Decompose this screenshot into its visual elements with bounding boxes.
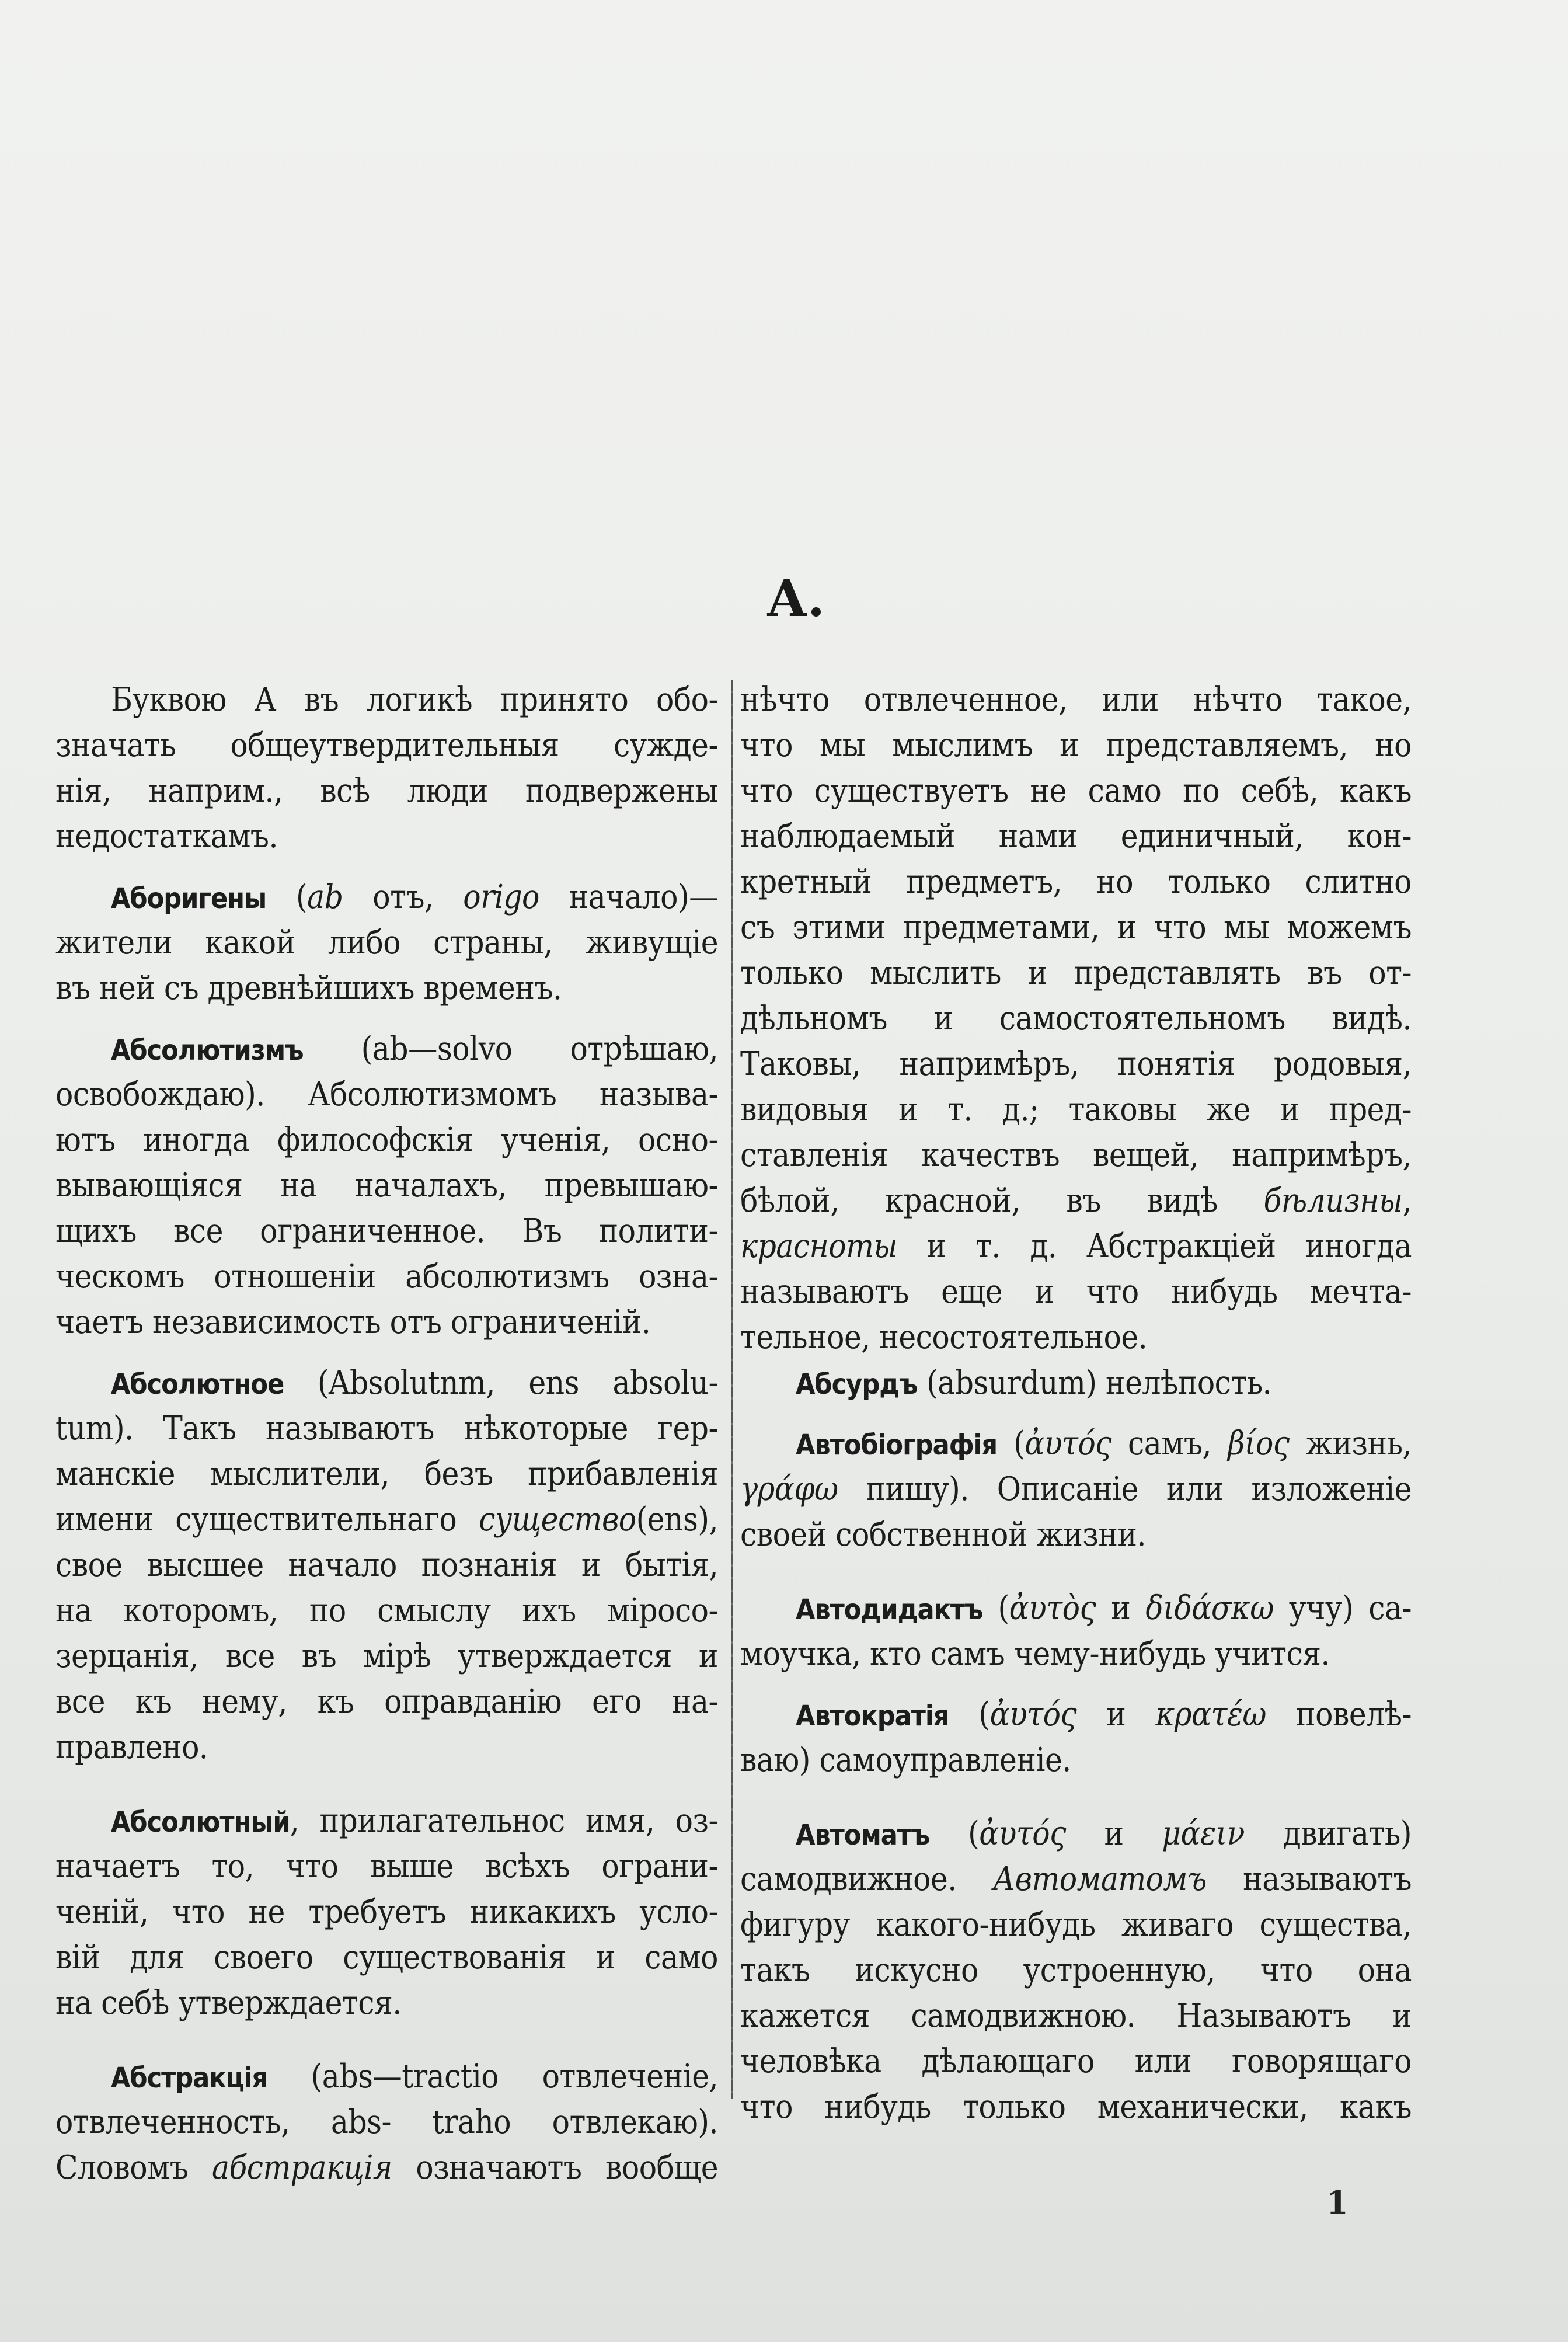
text-line: вій для своего существованія и само (55, 1939, 718, 1976)
text-line: недостаткамъ. (55, 817, 278, 855)
greek-word: κρατέω (1155, 1696, 1266, 1734)
text-run: имени существительнаго (55, 1501, 479, 1539)
italic-word: красноты (740, 1227, 897, 1265)
text-line: чаетъ независимость отъ ограниченій. (55, 1303, 651, 1341)
entry-abstraktsiya (55, 2054, 718, 2191)
text-line: своей собственной жизни. (740, 1516, 1146, 1554)
text-line: ченій, что не требуетъ никакихъ усло- (55, 1893, 718, 1931)
text-line: зерцанія, все въ мірѣ утверждается и (55, 1637, 718, 1675)
text-run: двигать) (1244, 1815, 1412, 1853)
text-line: видовыя и т. д.; таковы же и пред- (740, 1091, 1412, 1129)
column-divider (731, 680, 733, 2099)
text-run: (ens), (636, 1501, 718, 1539)
text-run: и (1096, 1589, 1146, 1627)
text-run: и (1076, 1696, 1156, 1734)
greek-word: ἀυτὸς (1009, 1589, 1096, 1627)
text-line: что существуетъ не само по себѣ, какъ (740, 772, 1412, 810)
text-line: свое высшее начало познанія и бытія, (55, 1546, 718, 1584)
text-run: начало)— (539, 878, 719, 916)
entry-absurd (740, 1360, 1412, 1406)
text-run: ( (266, 878, 308, 916)
text-line: на себѣ утверждается. (55, 1984, 402, 2022)
entry-term: Абстракція (111, 2062, 268, 2094)
text-line: освобождаю). Абсолютизмомъ называ- (55, 1076, 718, 1113)
text-line (740, 1857, 1412, 1902)
entry-avtobiografiya (740, 1421, 1412, 1558)
text-line (55, 2054, 718, 2100)
text-line: ютъ иногда философскія ученія, осно- (55, 1121, 718, 1159)
text-run: Словомъ (55, 2149, 212, 2187)
text-line: tum). Такъ называютъ нѣкоторые гер- (55, 1410, 718, 1447)
text-run: , (1402, 1182, 1412, 1220)
text-line (55, 1360, 718, 1406)
text-run: (absurdum) нелѣпость. (917, 1364, 1272, 1402)
text-run: отъ, (343, 878, 464, 916)
text-line (55, 2145, 718, 2191)
entry-avtomat (740, 1811, 1412, 2130)
text-line: только мыслить и представлять въ от- (740, 954, 1412, 992)
text-line: моучка, кто самъ чему-нибудь учится. (740, 1635, 1330, 1673)
italic-word: Автоматомъ (993, 1860, 1207, 1898)
text-line: дѣльномъ и самостоятельномъ видѣ. (740, 1000, 1412, 1038)
text-line: кретный предметъ, но только слитно (740, 863, 1412, 901)
entry-absolyutnoe (55, 1360, 718, 1770)
text-run: и (1065, 1815, 1162, 1853)
text-run: называютъ (1206, 1860, 1412, 1898)
italic-word: бѣлизны (1263, 1182, 1403, 1220)
text-run: повелѣ- (1266, 1696, 1412, 1734)
text-line: правлено. (55, 1728, 208, 1766)
text-run: (abs—tractio отвлеченіе, (267, 2058, 718, 2096)
entry-term: Абсолютное (111, 1368, 284, 1401)
section-letter-heading: А. (766, 569, 825, 628)
intro-paragraph (55, 677, 718, 859)
greek-word: βίος (1228, 1425, 1290, 1463)
text-run: ( (929, 1815, 980, 1853)
entry-avtokratiya (740, 1692, 1412, 1783)
page-number: 1 (1326, 2184, 1349, 2221)
text-line (740, 1811, 1412, 1857)
text-line: ставленія качествъ вещей, напримѣръ, (740, 1136, 1412, 1174)
text-line: щихъ все ограниченное. Въ полити- (55, 1212, 718, 1250)
text-line: вывающіяся на началахъ, превышаю- (55, 1167, 718, 1205)
text-line: въ ней съ древнѣйшихъ временъ. (55, 969, 562, 1007)
text-line: нѣчто отвлеченное, или нѣчто такое, (740, 681, 1412, 719)
text-line: такъ искусно устроенную, что она (740, 1951, 1412, 1989)
text-line: наблюдаемый нами единичный, кон- (740, 817, 1412, 855)
text-line: ваю) самоуправленіе. (740, 1741, 1071, 1779)
italic-word: существо (479, 1501, 636, 1539)
text-line (740, 1467, 1412, 1512)
entry-abstraktsiya-continued (740, 677, 1412, 1360)
entry-term: Абсурдъ (796, 1368, 918, 1401)
text-run: ( (997, 1425, 1025, 1463)
entry-aborigeny (55, 875, 718, 1011)
entry-term: Аборигены (111, 882, 267, 915)
text-line: что мы мыслимъ и представляемъ, но (740, 726, 1412, 764)
greek-word: μάειν (1162, 1815, 1245, 1853)
text-line (740, 1586, 1412, 1631)
entry-term: Автобіографія (796, 1429, 998, 1461)
text-line: ческомъ отношеніи абсолютизмъ озна- (55, 1258, 718, 1296)
text-run: самъ, (1111, 1425, 1228, 1463)
entry-avtodidakt (740, 1586, 1412, 1677)
greek-word: ἀυτός (1025, 1425, 1111, 1463)
text-line: манскіе мыслители, безъ прибавленія (55, 1455, 718, 1493)
entry-term: Автоматъ (796, 1819, 930, 1852)
text-run: , прилагательнос имя, оз- (290, 1802, 718, 1840)
greek-word: διδάσκω (1145, 1589, 1274, 1627)
text-line: Буквою А въ логикѣ принято обо- (111, 681, 718, 719)
text-line (740, 1692, 1412, 1738)
text-line (55, 875, 718, 920)
text-line (740, 1178, 1412, 1224)
text-line: человѣка дѣлающаго или говорящаго (740, 2042, 1412, 2080)
text-line (55, 1026, 718, 1072)
text-line (55, 1798, 718, 1844)
entry-absolutizm (55, 1026, 718, 1345)
right-column (740, 677, 1412, 2130)
entry-term: Абсолютный (111, 1806, 290, 1839)
greek-word: γράφω (740, 1470, 838, 1508)
latin-word: ab (307, 878, 343, 916)
text-run: самодвижное. (740, 1860, 994, 1898)
text-run: ( (982, 1589, 1009, 1627)
text-line: тельное, несостоятельное. (740, 1318, 1148, 1356)
greek-word: ἀυτός (979, 1815, 1066, 1853)
text-line: значать общеутвердительныя сужде- (55, 726, 718, 764)
entry-term: Автодидактъ (796, 1593, 983, 1626)
text-line: что нибудь только механически, какъ (740, 2088, 1412, 2126)
entry-term: Абсолютизмъ (111, 1034, 304, 1067)
text-run: и т. д. Абстракціей иногда (897, 1227, 1412, 1265)
entry-absolyutny (55, 1798, 718, 2026)
text-line: называютъ еще и что нибудь мечта- (740, 1273, 1412, 1311)
italic-word: абстракція (211, 2149, 392, 2187)
text-run: учу) са- (1273, 1589, 1412, 1627)
text-run: (ab—solvo отрѣшаю, (303, 1030, 718, 1068)
text-line: начаетъ то, что выше всѣхъ ограни- (55, 1847, 718, 1885)
left-column (55, 677, 718, 2191)
text-line: съ этими предметами, и что мы можемъ (740, 909, 1412, 946)
text-run: жизнь, (1289, 1425, 1412, 1463)
text-line (740, 1360, 1412, 1406)
text-line: фигуру какого-нибудь живаго существа, (740, 1906, 1412, 1944)
text-line (740, 1421, 1412, 1467)
latin-word: origo (463, 878, 539, 916)
text-line: кажется самодвижною. Называютъ и (740, 1997, 1412, 2035)
text-run: пишу). Описаніе или изложеніе (838, 1470, 1412, 1508)
text-run: означаютъ вообще (392, 2149, 719, 2187)
text-run: бѣлой, красной, въ видѣ (740, 1182, 1264, 1220)
text-line (740, 1224, 1412, 1269)
entry-term: Автократія (796, 1700, 949, 1732)
text-run: (Absolutnm, ens absolu- (284, 1364, 718, 1402)
text-run: ( (949, 1696, 990, 1734)
text-line: на которомъ, по смыслу ихъ міросо- (55, 1592, 718, 1630)
text-line: Таковы, напримѣръ, понятія родовыя, (740, 1045, 1412, 1083)
text-line: жители какой либо страны, живущіе (55, 924, 718, 962)
text-line: все къ нему, къ оправданію его на- (55, 1683, 718, 1721)
text-line: отвлеченность, abs- traho отвлекаю). (55, 2103, 718, 2141)
text-line: нія, наприм., всѣ люди подвержены (55, 772, 718, 810)
text-line (55, 1497, 718, 1543)
greek-word: ἀυτός (989, 1696, 1077, 1734)
